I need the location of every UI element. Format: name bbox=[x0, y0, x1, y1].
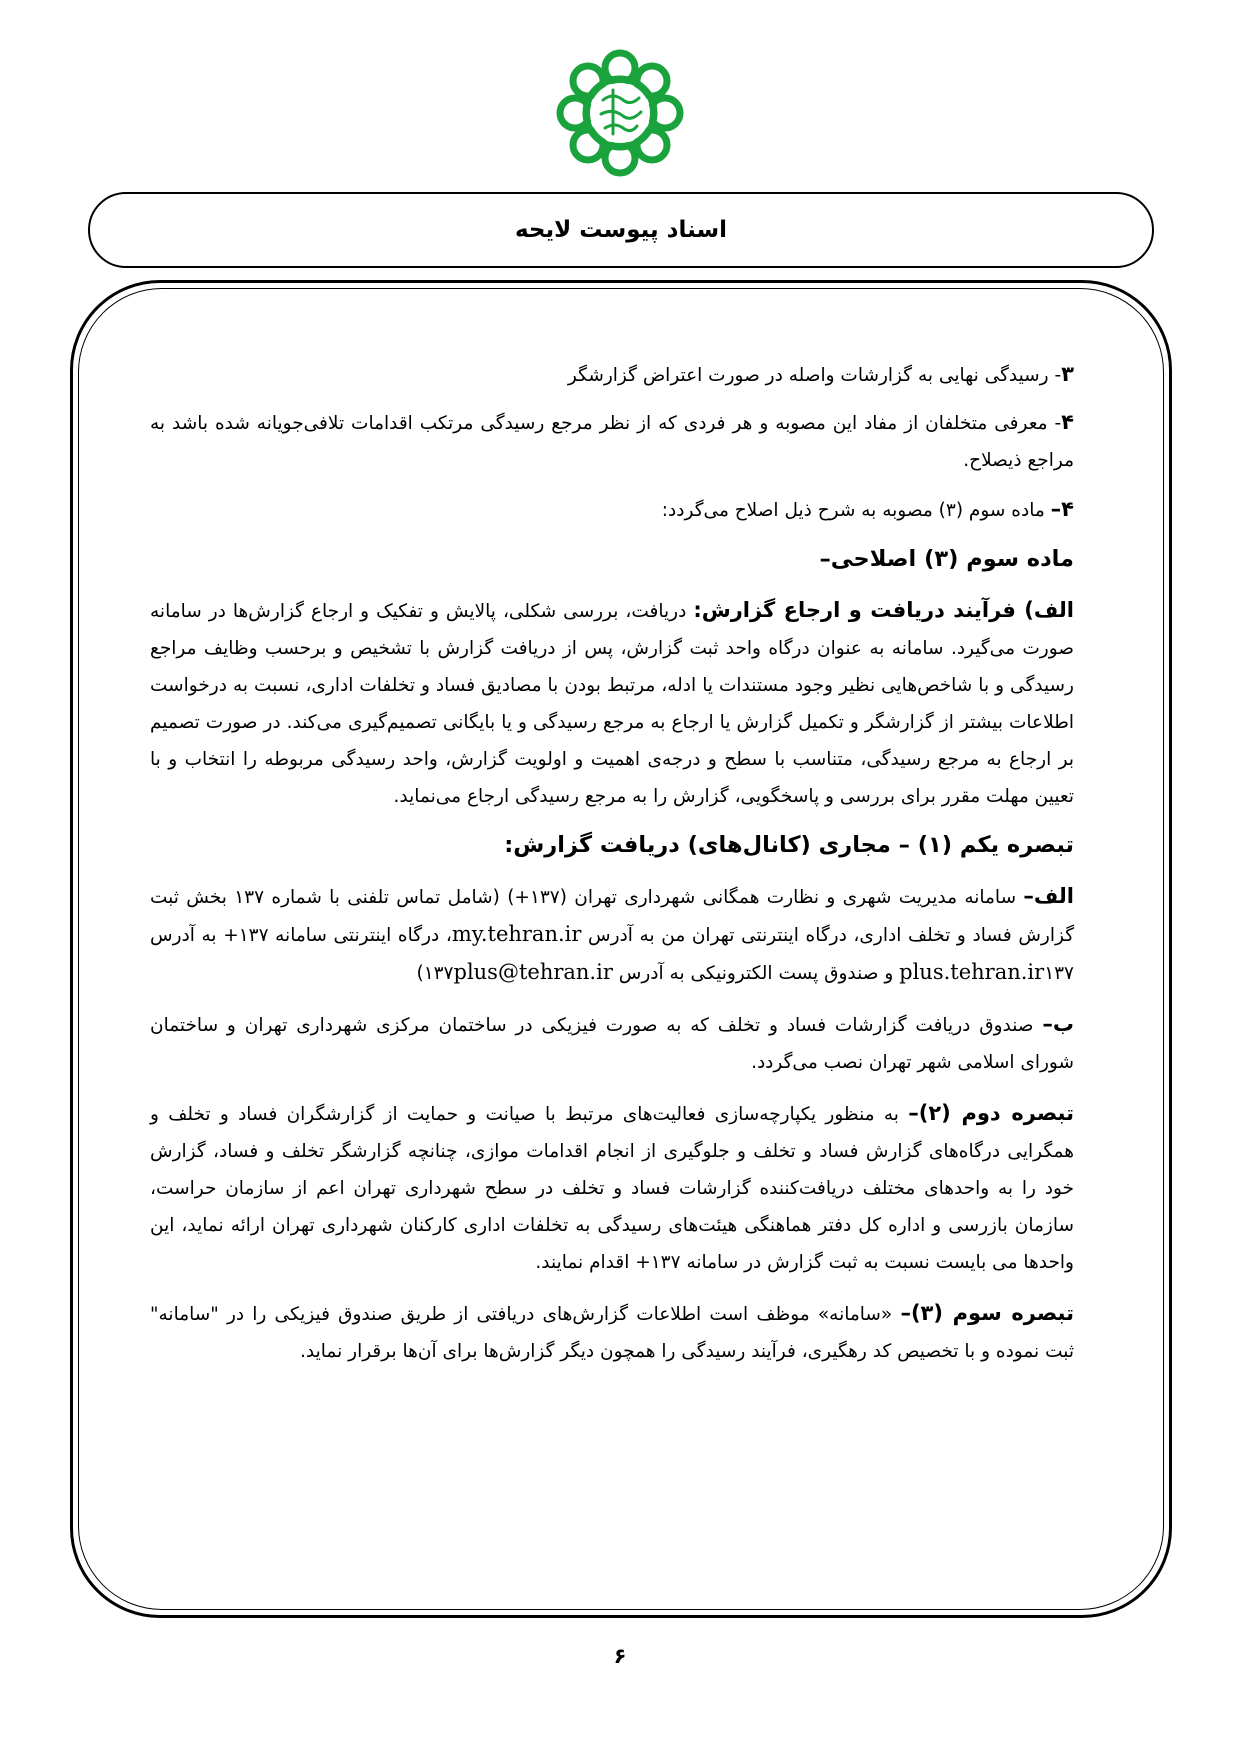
note-1-alef bbox=[150, 878, 1074, 992]
note-1-alef-text-b: ، درگاه اینترنتی سامانه ۱۳۷+ به آدرس bbox=[150, 925, 452, 946]
note-1-alef-label: الف– bbox=[1023, 884, 1074, 908]
section-alef-title: الف) فرآیند دریافت و ارجاع گزارش: bbox=[693, 598, 1074, 622]
item-3-text: - رسیدگی نهایی به گزارشات واصله در صورت اعتراض گزارشگر bbox=[567, 365, 1062, 386]
amendment-intro bbox=[150, 491, 1074, 529]
note-2 bbox=[150, 1095, 1074, 1281]
document-body bbox=[150, 356, 1074, 1370]
note-2-text: به منظور یکپارچه‌سازی فعالیت‌های مرتبط با صیانت و حمایت از گزارشگران فساد و تخلف و همگرایی درگاه‌های گزارش فساد و تخلف و جلوگیری از انجام اقدامات موازی، چنانچه گزارشگر تخلف و فساد، گزارش خود را به واحدهای مختلف دریافت‌کننده گزارشات فساد و تخلف در سطح شهرداری تهران اعم از سازمان حراست، سازمان بازرسی و اداره کل دفتر هماهنگی هیئت‌های رسیدگی به تخلفات اداری کارکنان شهرداری تهران ارائه نماید، این واحدها می بایست نسبت به ثبت گزارش در سامانه ۱۳۷+ اقدام نمایند. bbox=[150, 1104, 1074, 1273]
note-1-alef-text-c: ۱۳۷ و صندوق پست الکترونیکی به آدرس ۱۳۷ bbox=[423, 963, 1074, 984]
document-title: اسناد پیوست لایحه bbox=[514, 217, 728, 243]
item-4-number: ۴ bbox=[1061, 410, 1074, 434]
document-title-banner bbox=[88, 192, 1154, 268]
tehran-municipality-logo-icon bbox=[545, 38, 695, 188]
note-3-text: «سامانه» موظف است اطلاعات گزارش‌های دریافتی از طریق صندوق فیزیکی را در "سامانه" ثبت نموده و با تخصیص کد رهگیری، فرآیند رسیدگی را همچون دیگر گزارش‌ها برای آن‌ها برقرار نماید. bbox=[150, 1304, 1074, 1362]
note-1-be-text: صندوق دریافت گزارشات فساد و تخلف که به صورت فیزیکی در ساختمان مرکزی شهرداری تهران و ساختمان شورای اسلامی شهر تهران نصب می‌گردد. bbox=[150, 1015, 1074, 1073]
item-3-number: ۳ bbox=[1061, 362, 1074, 386]
note-1-be bbox=[150, 1006, 1074, 1081]
note-3 bbox=[150, 1295, 1074, 1370]
item-3 bbox=[150, 356, 1074, 394]
my-tehran-url: my.tehran.ir bbox=[451, 922, 582, 946]
amendment-intro-number: ۴– bbox=[1050, 497, 1074, 521]
note-3-label: تبصره سوم (۳)– bbox=[900, 1301, 1074, 1325]
note-1-heading: تبصره یکم (۱) – مجاری (کانال‌های) دریافت گزارش: bbox=[504, 832, 1074, 858]
plus-tehran-url: plus.tehran.ir bbox=[899, 960, 1045, 984]
item-4 bbox=[150, 404, 1074, 479]
section-alef bbox=[150, 592, 1074, 815]
section-alef-text: دریافت، بررسی شکلی، پالایش و تفکیک و ارجاع گزارش‌ها در سامانه صورت می‌گیرد. سامانه به عنوان درگاه واحد ثبت گزارش، پس از دریافت گزارش با تشخیص و برحسب وظایف مراجع رسیدگی و با شاخص‌هایی نظیر وجود مستندات یا ادله، مرتبط بودن با مصادیق فساد و تخلفات اداری، نسبت به درخواست اطلاعات بیشتر از گزارشگر و تکمیل گزارش یا ارجاع به مرجع رسیدگی و یا بایگانی تصمیم‌گیری می‌کند. در صورت تصمیم بر ارجاع به مرجع رسیدگی، متناسب با سطح و درجه‌ی اهمیت و اولویت گزارش، واحد رسیدگی مربوطه را انتخاب و با تعیین مهلت مقرر برای بررسی و پاسخگویی، گزارش را به مرجع رسیدگی ارجاع می‌نماید. bbox=[150, 601, 1074, 807]
note-1-be-label: ب– bbox=[1042, 1012, 1074, 1036]
note-1-alef-text-a: سامانه مدیریت شهری و نظارت همگانی شهرداری تهران (۱۳۷+) (شامل تماس تلفنی با شماره ۱۳۷ بخش ثبت گزارش فساد و تخلف اداری، درگاه اینترنتی تهران من به آدرس bbox=[150, 887, 1074, 946]
note-1-alef-text-d: ) bbox=[416, 963, 424, 984]
note-2-label: تبصره دوم (۲)– bbox=[908, 1101, 1074, 1125]
page-number: ۶ bbox=[613, 1644, 627, 1668]
item-4-text: - معرفی متخلفان از مفاد این مصوبه و هر فردی که از نظر مرجع رسیدگی مرتکب اقدامات تلافی‌جویانه شده باشد به مراجع ذیصلاح. bbox=[150, 413, 1074, 471]
article-heading: ماده سوم (۳) اصلاحی– bbox=[819, 546, 1074, 572]
plus-email-address: plus@tehran.ir bbox=[453, 960, 613, 984]
amendment-intro-text: ماده سوم (۳) مصوبه به شرح ذیل اصلاح می‌گردد: bbox=[661, 500, 1051, 521]
